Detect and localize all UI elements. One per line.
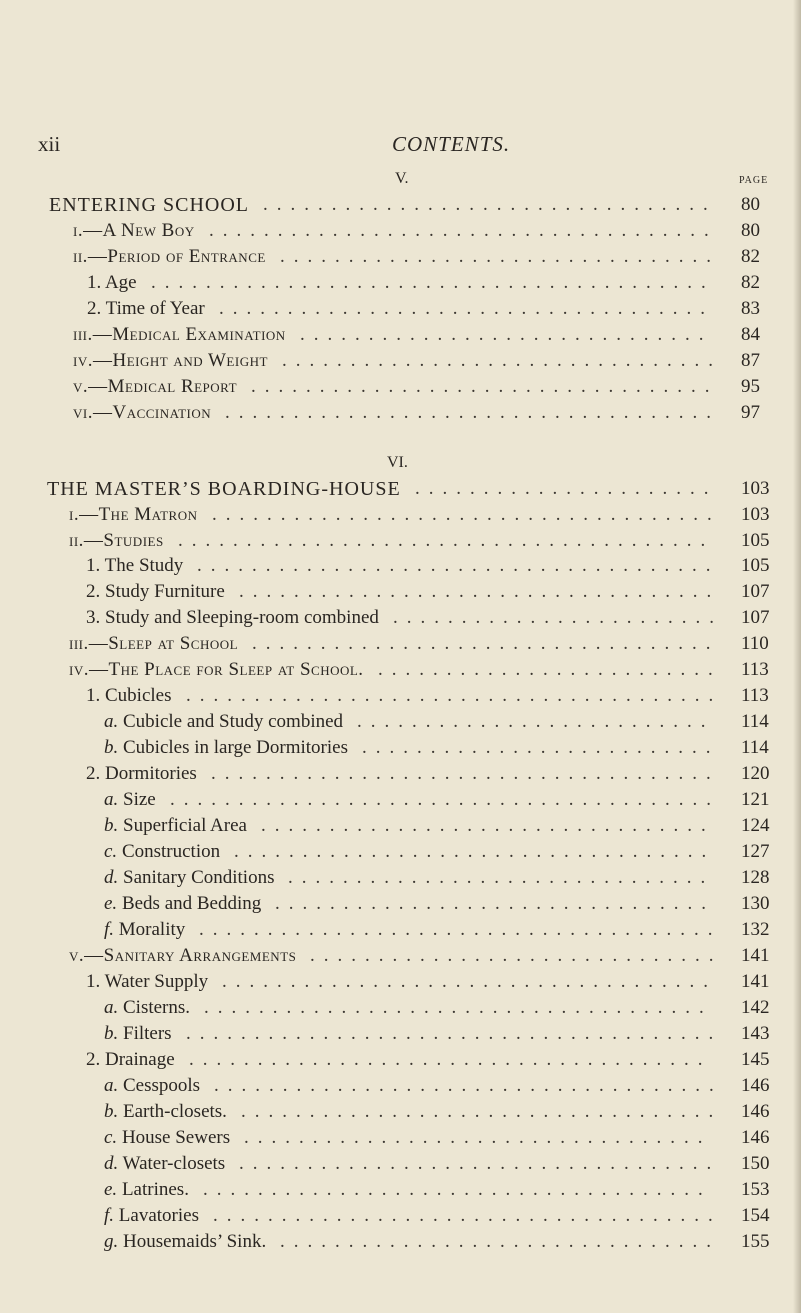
dot-leader: ......................................... bbox=[151, 272, 715, 293]
toc-entry-title: a. Cesspools bbox=[104, 1075, 201, 1096]
toc-entry-title: i.—The Matron bbox=[69, 504, 198, 525]
toc-entry-page: 124 bbox=[741, 815, 770, 836]
toc-entry-title: 2. Drainage bbox=[86, 1049, 175, 1070]
subitem-letter: a. bbox=[104, 997, 119, 1018]
toc-entry bbox=[0, 1177, 801, 1203]
dot-leader: .................................... bbox=[219, 298, 714, 319]
toc-entry-page: 146 bbox=[741, 1101, 770, 1122]
toc-entry-title: a. Cisterns. bbox=[104, 997, 191, 1018]
dot-leader: ..................................... bbox=[214, 1075, 723, 1096]
toc-entry bbox=[0, 374, 801, 400]
toc-entry bbox=[0, 735, 801, 761]
subitem-letter: c. bbox=[104, 1127, 118, 1148]
dot-leader: .............................. bbox=[310, 945, 723, 966]
toc-entry-page: 127 bbox=[741, 841, 770, 862]
toc-entry-title: 2. Study Furniture bbox=[86, 581, 225, 602]
toc-entry bbox=[0, 1047, 801, 1073]
toc-entry-page: 132 bbox=[741, 919, 770, 940]
toc-entry-page: 120 bbox=[741, 763, 770, 784]
subitem-letter: a. bbox=[104, 789, 119, 810]
toc-entry-title: a. Cubicle and Study combined bbox=[104, 711, 344, 732]
toc-entry-title: b. Superficial Area bbox=[104, 815, 247, 836]
toc-entry bbox=[0, 761, 801, 787]
dot-leader: ................................... bbox=[241, 1101, 723, 1122]
toc-entry bbox=[0, 657, 801, 683]
toc-entry-title: ii.—Period of Entrance bbox=[73, 246, 266, 267]
dot-leader: ....................................... bbox=[178, 530, 715, 551]
toc-entry-page: 87 bbox=[741, 350, 760, 371]
toc-entry bbox=[0, 839, 801, 865]
subitem-letter: d. bbox=[104, 1153, 119, 1174]
toc-entry-page: 154 bbox=[741, 1205, 770, 1226]
subitem-letter: a. bbox=[104, 1075, 119, 1096]
dot-leader: .................................. bbox=[252, 633, 720, 654]
toc-entry-page: 105 bbox=[741, 530, 770, 551]
toc-entry-page: 84 bbox=[741, 324, 760, 345]
toc-entry bbox=[0, 348, 801, 374]
toc-entry-page: 103 bbox=[741, 478, 770, 499]
toc-entry-page: 83 bbox=[741, 298, 760, 319]
toc-entry-page: 105 bbox=[741, 555, 770, 576]
dot-leader: ..................................... bbox=[209, 220, 718, 241]
dot-leader: ...................... bbox=[415, 478, 718, 499]
subitem-letter: f. bbox=[104, 1205, 115, 1226]
toc-entry bbox=[0, 1203, 801, 1229]
toc-entry bbox=[0, 1229, 801, 1255]
toc-entry-page: 130 bbox=[741, 893, 770, 914]
toc-entry bbox=[0, 943, 801, 969]
toc-entry-page: 103 bbox=[741, 504, 770, 525]
subitem-letter: b. bbox=[104, 1101, 119, 1122]
dot-leader: ................................ bbox=[275, 893, 715, 914]
toc-entry-title: iii.—Medical Examination bbox=[73, 324, 286, 345]
toc-entry-page: 113 bbox=[741, 659, 769, 680]
subitem-letter: f. bbox=[104, 919, 115, 940]
toc-entry-page: 153 bbox=[741, 1179, 770, 1200]
page-column-label: PAGE bbox=[739, 175, 769, 186]
toc-entry-title: e. Beds and Bedding bbox=[104, 893, 262, 914]
toc-entry-title: f. Morality bbox=[104, 919, 186, 940]
dot-leader: .......................... bbox=[357, 711, 715, 732]
toc-entry-page: 128 bbox=[741, 867, 770, 888]
toc-entry bbox=[0, 995, 801, 1021]
toc-entry bbox=[0, 502, 801, 528]
toc-entry-title: e. Latrines. bbox=[104, 1179, 189, 1200]
toc-entry bbox=[0, 709, 801, 735]
dot-leader: .............................. bbox=[300, 324, 713, 345]
dot-leader: ...................................... bbox=[189, 1049, 712, 1070]
toc-entry-page: 146 bbox=[741, 1075, 770, 1096]
toc-entry-title: 2. Time of Year bbox=[87, 298, 205, 319]
toc-entry-title: a. Size bbox=[104, 789, 156, 810]
dot-leader: ................................. bbox=[263, 194, 717, 215]
page-edge-shadow bbox=[793, 0, 801, 1313]
toc-entry-title: THE MASTER’S BOARDING-HOUSE bbox=[47, 478, 401, 500]
toc-entry bbox=[0, 218, 801, 244]
toc-entry-page: 80 bbox=[741, 220, 760, 241]
toc-entry-title: 1. Cubicles bbox=[86, 685, 172, 706]
toc-entry-page: 141 bbox=[741, 945, 770, 966]
dot-leader: ..................................... bbox=[204, 997, 713, 1018]
dot-leader: ....................................... bbox=[186, 1023, 723, 1044]
toc-entry bbox=[0, 917, 801, 943]
toc-entry-title: b. Filters bbox=[104, 1023, 172, 1044]
dot-leader: ........................................ bbox=[170, 789, 720, 810]
dot-leader: ...................................... bbox=[197, 555, 720, 576]
toc-entry-page: 82 bbox=[741, 246, 760, 267]
toc-entry-title: v.—Sanitary Arrangements bbox=[69, 945, 297, 966]
toc-entry bbox=[0, 683, 801, 709]
toc-entry-title: d. Sanitary Conditions bbox=[104, 867, 275, 888]
dot-leader: ................................... bbox=[239, 1153, 721, 1174]
toc-entry-page: 142 bbox=[741, 997, 770, 1018]
toc-entry-title: 1. Water Supply bbox=[86, 971, 209, 992]
subitem-letter: b. bbox=[104, 737, 119, 758]
toc-entry bbox=[0, 787, 801, 813]
toc-entry bbox=[0, 579, 801, 605]
toc-entry bbox=[0, 605, 801, 631]
toc-entry bbox=[0, 528, 801, 554]
toc-entry-page: 141 bbox=[741, 971, 770, 992]
section-number: V. bbox=[395, 170, 409, 187]
toc-entry bbox=[0, 476, 801, 502]
toc-entry-page: 95 bbox=[741, 376, 760, 397]
toc-entry-page: 121 bbox=[741, 789, 770, 810]
section-number: VI. bbox=[387, 454, 408, 471]
toc-entry-title: v.—Medical Report bbox=[73, 376, 238, 397]
folio-number: xii bbox=[38, 132, 61, 156]
dot-leader: ................................... bbox=[239, 581, 721, 602]
toc-entry bbox=[0, 1073, 801, 1099]
toc-entry-title: f. Lavatories bbox=[104, 1205, 199, 1226]
toc-entry-title: b. Earth-closets. bbox=[104, 1101, 227, 1122]
dot-leader: ........................ bbox=[393, 607, 723, 628]
toc-entry bbox=[0, 865, 801, 891]
toc-entry-title: iv.—The Place for Sleep at School. bbox=[69, 659, 364, 680]
toc-entry bbox=[0, 192, 801, 218]
dot-leader: .................................. bbox=[251, 376, 719, 397]
toc-entry bbox=[0, 296, 801, 322]
dot-leader: ..................................... bbox=[212, 504, 721, 525]
toc-entry-title: i.—A New Boy bbox=[73, 220, 195, 241]
toc-entry bbox=[0, 969, 801, 995]
subitem-letter: e. bbox=[104, 1179, 118, 1200]
dot-leader: ..................................... bbox=[211, 763, 720, 784]
toc-entry-title: 1. Age bbox=[87, 272, 137, 293]
toc-entry-title: 2. Dormitories bbox=[86, 763, 197, 784]
dot-leader: ....................................... bbox=[186, 685, 723, 706]
dot-leader: ..................................... bbox=[203, 1179, 712, 1200]
running-title: CONTENTS. bbox=[392, 132, 511, 156]
toc-entry-title: iv.—Height and Weight bbox=[73, 350, 268, 371]
toc-entry-page: 150 bbox=[741, 1153, 770, 1174]
toc-entry-title: ii.—Studies bbox=[69, 530, 164, 551]
toc-entry-page: 107 bbox=[741, 581, 770, 602]
toc-entry-title: g. Housemaids’ Sink. bbox=[104, 1231, 267, 1252]
toc-entry bbox=[0, 1125, 801, 1151]
toc-entry-page: 146 bbox=[741, 1127, 770, 1148]
dot-leader: .......................... bbox=[362, 737, 720, 758]
toc-entry-title: 3. Study and Sleeping-room combined bbox=[86, 607, 379, 628]
toc-entry-title: c. Construction bbox=[104, 841, 221, 862]
toc-entry bbox=[0, 1099, 801, 1125]
toc-entry-title: vi.—Vaccination bbox=[73, 402, 212, 423]
dot-leader: ...................................... bbox=[199, 919, 722, 940]
toc-entry bbox=[0, 891, 801, 917]
toc-entry-page: 110 bbox=[741, 633, 769, 654]
page-header bbox=[0, 132, 801, 162]
toc-entry-title: d. Water-closets bbox=[104, 1153, 226, 1174]
toc-entry bbox=[0, 270, 801, 296]
dot-leader: .................................... bbox=[225, 402, 720, 423]
toc-entry-page: 113 bbox=[741, 685, 769, 706]
toc-entry bbox=[0, 244, 801, 270]
dot-leader: ................................... bbox=[234, 841, 716, 862]
dot-leader: .................................. bbox=[244, 1127, 712, 1148]
subitem-letter: b. bbox=[104, 1023, 119, 1044]
subitem-letter: b. bbox=[104, 815, 119, 836]
toc-entry-title: iii.—Sleep at School bbox=[69, 633, 239, 654]
dot-leader: ..................................... bbox=[213, 1205, 722, 1226]
toc-entry-page: 97 bbox=[741, 402, 760, 423]
toc-entry bbox=[0, 631, 801, 657]
toc-entry-title: ENTERING SCHOOL bbox=[49, 194, 249, 216]
toc-entry bbox=[0, 553, 801, 579]
toc-entry-page: 155 bbox=[741, 1231, 770, 1252]
subitem-letter: e. bbox=[104, 893, 118, 914]
dot-leader: ................................ bbox=[280, 246, 720, 267]
dot-leader: .................................... bbox=[222, 971, 717, 992]
subitem-letter: d. bbox=[104, 867, 119, 888]
dot-leader: ......................... bbox=[378, 659, 722, 680]
toc-entry-page: 107 bbox=[741, 607, 770, 628]
toc-entry-title: 1. The Study bbox=[86, 555, 184, 576]
toc-entry bbox=[0, 1021, 801, 1047]
toc-entry bbox=[0, 322, 801, 348]
dot-leader: ................................ bbox=[282, 350, 722, 371]
toc-entry-page: 143 bbox=[741, 1023, 770, 1044]
subitem-letter: a. bbox=[104, 711, 119, 732]
toc-entry-page: 114 bbox=[741, 711, 769, 732]
toc-entry bbox=[0, 400, 801, 426]
toc-entry bbox=[0, 1151, 801, 1177]
toc-entry-page: 114 bbox=[741, 737, 769, 758]
toc-entry-page: 80 bbox=[741, 194, 760, 215]
subitem-letter: c. bbox=[104, 841, 118, 862]
toc-entry-title: b. Cubicles in large Dormitories bbox=[104, 737, 348, 758]
dot-leader: ................................ bbox=[280, 1231, 720, 1252]
toc-entry-page: 82 bbox=[741, 272, 760, 293]
toc-entry-page: 145 bbox=[741, 1049, 770, 1070]
toc-entry-title: c. House Sewers bbox=[104, 1127, 231, 1148]
dot-leader: ................................. bbox=[261, 815, 715, 836]
toc-entry bbox=[0, 813, 801, 839]
subitem-letter: g. bbox=[104, 1231, 119, 1252]
dot-leader: ............................... bbox=[288, 867, 715, 888]
